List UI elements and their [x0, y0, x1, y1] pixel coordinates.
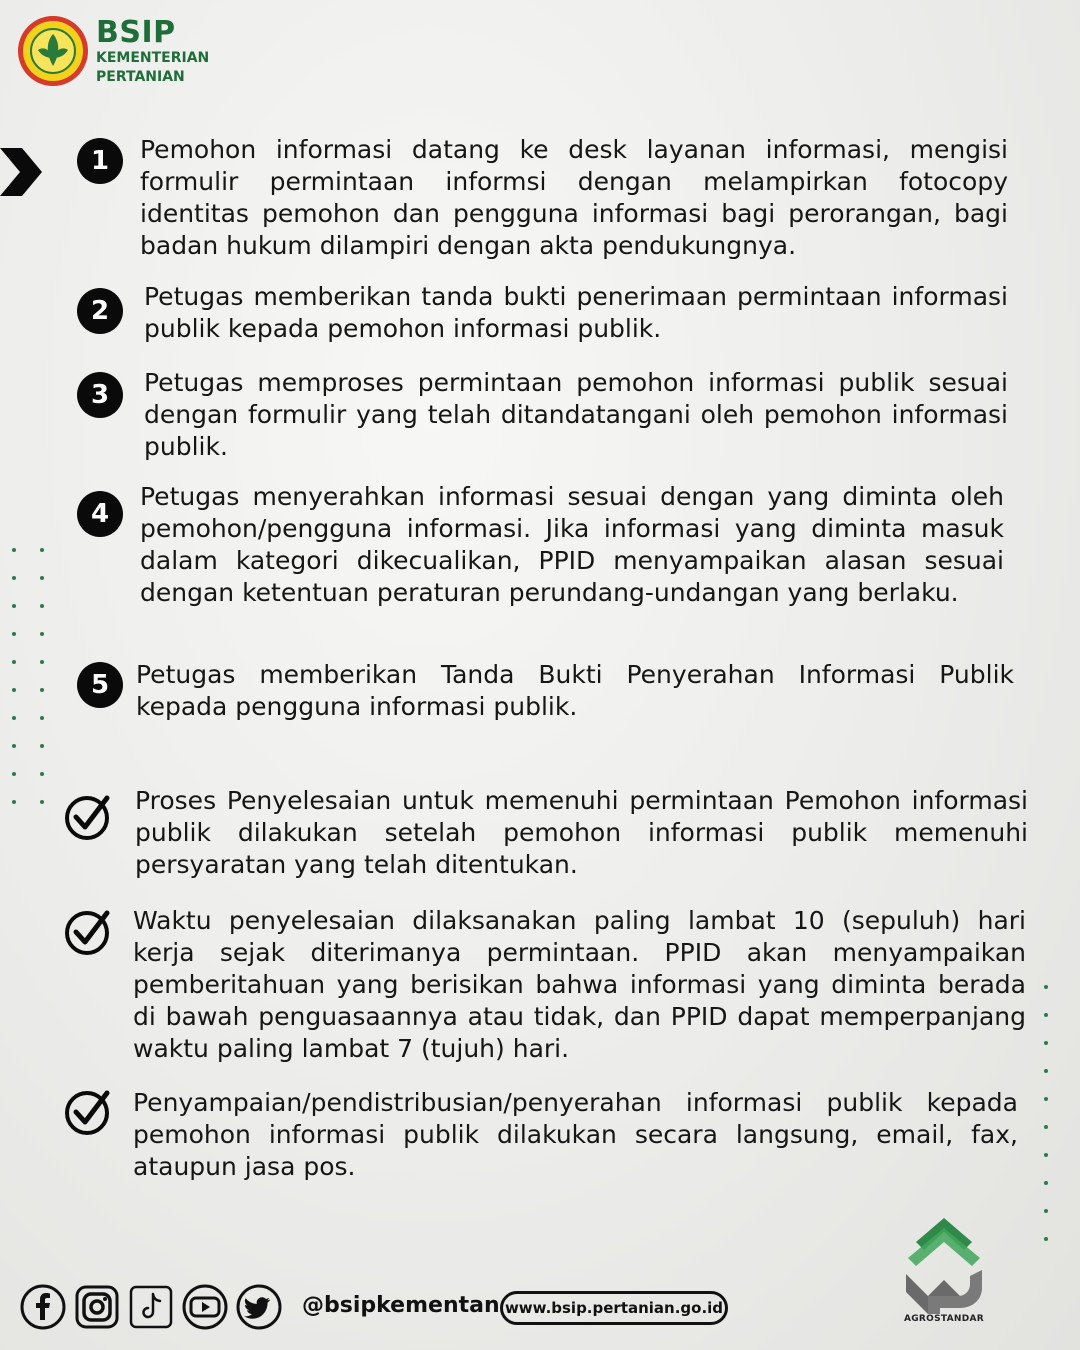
decor-dot: [1044, 1013, 1048, 1017]
step-text-2: Petugas memberikan tanda bukti penerimaan permintaan informasi publik kepada pemohon informasi publik.: [144, 282, 1008, 343]
step-text-4: Petugas menyerahkan informasi sesuai dengan yang diminta oleh pemohon/pengguna informasi. Jika informasi yang diminta masuk dalam kategori dikecualikan, PPID menyampaikan alasan sesuai dengan ketentuan peraturan perundang-undangan yang berlaku.: [140, 482, 1004, 607]
decor-dot: [12, 688, 16, 692]
decor-dot: [12, 772, 16, 776]
decor-dot: [1044, 1097, 1048, 1101]
logo-line1: KEMENTERIAN: [96, 50, 210, 66]
decor-dot: [40, 772, 44, 776]
social-handle[interactable]: @bsipkementan: [302, 1293, 500, 1318]
decor-dot: [12, 716, 16, 720]
decor-dot: [12, 604, 16, 608]
decor-dot: [40, 744, 44, 748]
step-number-2: 2: [77, 288, 123, 334]
facebook-icon[interactable]: [20, 1284, 66, 1330]
decor-dot: [12, 660, 16, 664]
step-text-5: Petugas memberikan Tanda Bukti Penyerahan Informasi Publik kepada pengguna informasi publik.: [136, 660, 1014, 721]
decor-dot: [1044, 1125, 1048, 1129]
decor-dot: [12, 576, 16, 580]
decor-dot: [12, 744, 16, 748]
step-number-5: 5: [77, 662, 123, 708]
tiktok-icon[interactable]: [128, 1284, 174, 1330]
decor-dot: [1044, 1181, 1048, 1185]
note-text-2: Waktu penyelesaian dilaksanakan paling lambat 10 (sepuluh) hari kerja sejak diterimanya permintaan. PPID akan menyampaikan pemberitahuan yang berisikan bahwa informasi yang diminta berada di bawah penguasaannya atau tidak, dan PPID dapat memperpanjang waktu paling lambat 7 (tujuh) hari.: [133, 906, 1026, 1063]
step-text-1: Pemohon informasi datang ke desk layanan informasi, mengisi formulir permintaan informsi dengan melampirkan fotocopy identitas pemohon dan pengguna informasi bagi perorangan, bagi badan hukum dilampiri dengan akta pendukungnya.: [140, 135, 1008, 260]
logo-title: BSIP: [96, 15, 176, 50]
note-text-3: Penyampaian/pendistribusian/penyerahan informasi publik kepada pemohon informasi publik dilakukan secara langsung, email, fax, ataupun jasa pos.: [133, 1088, 1018, 1181]
decor-dot: [40, 604, 44, 608]
step-number-1: 1: [77, 138, 123, 184]
check-circle-icon: [63, 1087, 113, 1137]
check-circle-icon: [63, 792, 113, 842]
decor-dot: [40, 576, 44, 580]
step-text-3: Petugas memproses permintaan pemohon informasi publik sesuai dengan formulir yang telah ditandatangani oleh pemohon informasi publik.: [144, 368, 1008, 461]
note-text-1: Proses Penyelesaian untuk memenuhi permintaan Pemohon informasi publik dilakukan setelah pemohon informasi publik memenuhi persyaratan yang telah ditentukan.: [135, 786, 1028, 879]
dot-grid-right: [1044, 985, 1064, 1245]
instagram-icon[interactable]: [74, 1284, 120, 1330]
twitter-icon[interactable]: [236, 1284, 282, 1330]
decor-dot: [1044, 985, 1048, 989]
decor-dot: [1044, 1209, 1048, 1213]
decor-dot: [12, 800, 16, 804]
decor-dot: [1044, 1153, 1048, 1157]
agrostandar-label: AGROSTANDAR: [903, 1314, 985, 1324]
decor-dot: [40, 688, 44, 692]
decor-dot: [40, 632, 44, 636]
social-icons: [20, 1284, 282, 1330]
decor-dot: [40, 660, 44, 664]
agrostandar-logo-icon: [898, 1214, 990, 1330]
double-chevron-right-icon: [0, 144, 50, 200]
decor-dot: [12, 548, 16, 552]
check-circle-icon: [63, 907, 113, 957]
decor-dot: [1044, 1069, 1048, 1073]
decor-dot: [40, 800, 44, 804]
decor-dot: [1044, 1237, 1048, 1241]
youtube-icon[interactable]: [182, 1284, 228, 1330]
decor-dot: [40, 716, 44, 720]
logo: [16, 14, 209, 88]
step-number-3: 3: [77, 372, 123, 418]
dot-grid-left: [12, 548, 52, 808]
decor-dot: [40, 548, 44, 552]
decor-dot: [1044, 1041, 1048, 1045]
decor-dot: [12, 632, 16, 636]
bsip-emblem-icon: [16, 14, 90, 88]
website-link[interactable]: www.bsip.pertanian.go.id: [500, 1291, 728, 1325]
logo-text: [96, 15, 210, 86]
step-number-4: 4: [77, 491, 123, 537]
logo-line2: PERTANIAN: [96, 69, 185, 85]
